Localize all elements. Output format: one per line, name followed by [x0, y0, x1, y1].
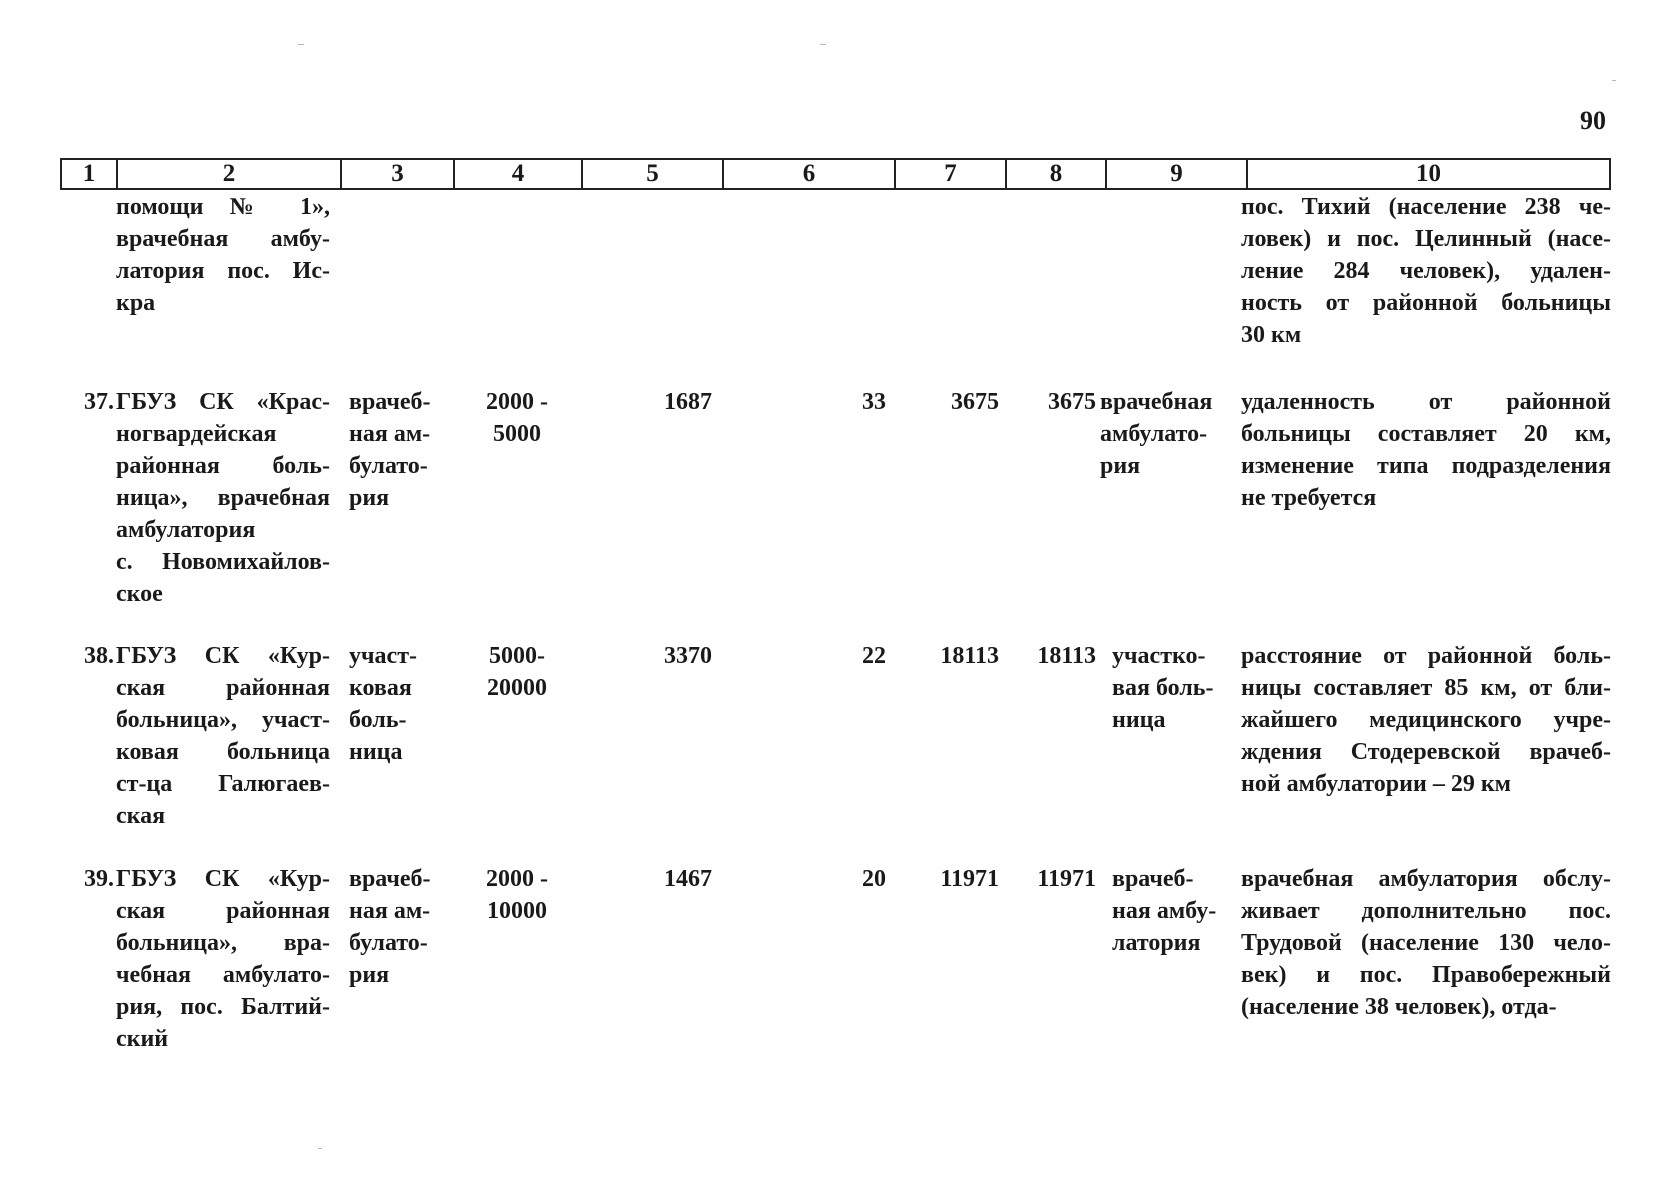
col8-value-cell: 18113	[1037, 643, 1096, 669]
population-range-cell: 2000 - 5000	[486, 389, 548, 447]
header-col-1: 1	[60, 160, 116, 188]
cell-line: чебная амбулато-	[116, 962, 330, 988]
row-number: 38.	[84, 643, 114, 669]
cell-line: ление 284 человек), удален-	[1241, 258, 1611, 284]
population-range-cell: 2000 - 10000	[486, 866, 548, 924]
cell-line: районная боль-	[116, 453, 330, 479]
scan-mark	[318, 1148, 322, 1149]
cell-line: Трудовой (население 130 чело-	[1241, 930, 1611, 956]
col6-value-cell: 22	[862, 643, 886, 669]
cell-line: ждения Стодеревской врачеб-	[1241, 739, 1611, 765]
cell-line: ская	[116, 803, 166, 829]
recommended-type-cell: врачеб- ная амбу- латория	[1112, 866, 1217, 956]
col6-value-cell: 33	[862, 389, 886, 415]
cell-line: больница», участ-	[116, 707, 330, 733]
scan-mark	[820, 44, 826, 45]
cell-line: век) и пос. Правобережный	[1241, 962, 1611, 988]
header-col-10: 10	[1246, 160, 1611, 188]
cell-line: 30 км	[1241, 322, 1302, 348]
cell-line: (население 38 человек), отда-	[1241, 994, 1557, 1020]
cell-line: с. Новомихайлов-	[116, 549, 330, 575]
cell-line: кра	[116, 290, 156, 316]
row-number: 37.	[84, 389, 114, 415]
header-col-8: 8	[1005, 160, 1105, 188]
cell-line: ская районная	[116, 675, 330, 701]
header-col-6: 6	[722, 160, 894, 188]
header-col-2: 2	[116, 160, 340, 188]
cell-line: врачебная амбулатория обслу-	[1241, 866, 1611, 892]
institution-name-cell	[116, 863, 330, 1055]
note-cell	[1241, 863, 1611, 1023]
col8-value-cell: 3675	[1048, 389, 1096, 415]
cell-line: больницы составляет 20 км,	[1241, 421, 1611, 447]
cell-line: ГБУЗ СК «Кур-	[116, 866, 330, 892]
table-header-row	[60, 158, 1611, 190]
cell-line: ницы составляет 85 км, от бли-	[1241, 675, 1611, 701]
unit-type-cell: врачеб- ная ам- булато- рия	[349, 866, 431, 988]
cell-line: ловек) и пос. Целинный (насе-	[1241, 226, 1611, 252]
institution-name-cell	[116, 640, 330, 832]
cell-line: рия, пос. Балтий-	[116, 994, 330, 1020]
cell-line: ская районная	[116, 898, 330, 924]
col7-value-cell: 11971	[940, 866, 999, 892]
col5-value-cell: 1467	[664, 866, 712, 892]
population-range-cell: 5000- 20000	[487, 643, 547, 701]
unit-type-cell: участ- ковая боль- ница	[349, 643, 417, 765]
cell-line: латория пос. Ис-	[116, 258, 330, 284]
header-col-5: 5	[581, 160, 722, 188]
header-col-3: 3	[340, 160, 453, 188]
row-number: 39.	[84, 866, 114, 892]
cell-line: ское	[116, 581, 163, 607]
cell-line: врачебная амбу-	[116, 226, 330, 252]
col5-value-cell: 1687	[664, 389, 712, 415]
cell-line: не требуется	[1241, 485, 1377, 511]
cell-line: помощи № 1»,	[116, 194, 330, 220]
cell-line: жайшего медицинского учре-	[1241, 707, 1611, 733]
header-col-7: 7	[894, 160, 1005, 188]
cell-line: ность от районной больницы	[1241, 290, 1611, 316]
unit-type-cell: врачеб- ная ам- булато- рия	[349, 389, 431, 511]
cell-line: удаленность от районной	[1241, 389, 1611, 415]
cell-line: ногвардейская	[116, 421, 277, 447]
header-col-4: 4	[453, 160, 581, 188]
note-cell	[1241, 640, 1611, 800]
recommended-type-cell: участко- вая боль- ница	[1112, 643, 1214, 733]
page-number: 90	[1580, 106, 1606, 135]
scan-mark	[1612, 80, 1616, 81]
col7-value-cell: 18113	[940, 643, 999, 669]
cell-line: больница», вра-	[116, 930, 330, 956]
cell-line: ница», врачебная	[116, 485, 330, 511]
recommended-type-cell: врачебная амбулато- рия	[1100, 389, 1213, 479]
col5-value-cell: 3370	[664, 643, 712, 669]
header-col-9: 9	[1105, 160, 1246, 188]
cell-line: изменение типа подразделения	[1241, 453, 1611, 479]
cell-line: расстояние от районной боль-	[1241, 643, 1611, 669]
col7-value-cell: 3675	[951, 389, 999, 415]
cell-line: амбулатория	[116, 517, 256, 543]
cell-line: ковая больница	[116, 739, 330, 765]
continuation-name-cell	[116, 191, 330, 319]
col8-value-cell: 11971	[1037, 866, 1096, 892]
scan-mark	[298, 44, 304, 45]
cell-line: ГБУЗ СК «Крас-	[116, 389, 330, 415]
cell-line: ский	[116, 1026, 169, 1052]
continuation-note-cell	[1241, 191, 1611, 351]
institution-name-cell	[116, 386, 330, 610]
cell-line: пос. Тихий (население 238 че-	[1241, 194, 1611, 220]
cell-line: живает дополнительно пос.	[1241, 898, 1611, 924]
cell-line: ной амбулатории – 29 км	[1241, 771, 1511, 797]
col6-value-cell: 20	[862, 866, 886, 892]
cell-line: ст-ца Галюгаев-	[116, 771, 330, 797]
note-cell	[1241, 386, 1611, 514]
cell-line: ГБУЗ СК «Кур-	[116, 643, 330, 669]
